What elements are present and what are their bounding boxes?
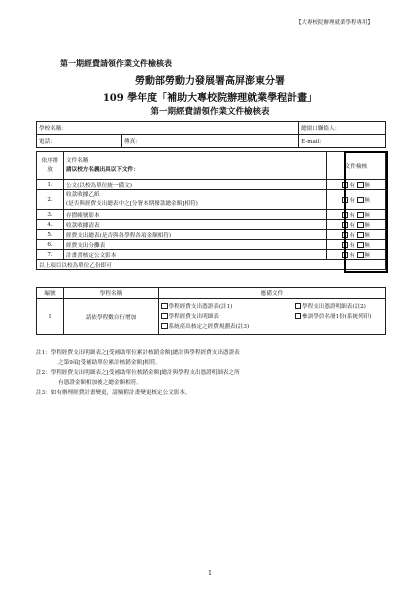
checklist-row: 4. 收款收據清表 有 無 xyxy=(37,220,386,230)
note-3: 註3：如有辦理經費計畫變更，請檢附計畫變更核定公文影本。 xyxy=(36,390,191,396)
checklist-row: 3. 存摺帳號影本 有 無 xyxy=(37,210,386,220)
program-row-no: 1 xyxy=(37,299,64,335)
doc-checkbox[interactable] xyxy=(161,303,168,310)
contact-label: 總窗口聯絡人： xyxy=(301,126,341,132)
checklist-row: 5. 經費支出總表(是否與各學程各項金額相符) 有 無 xyxy=(37,230,386,240)
page-number: 1 xyxy=(208,570,212,577)
note-2-cont: 有憑證金額相加後之總金額相符。 xyxy=(58,380,142,386)
school-info-table xyxy=(36,121,386,148)
checklist-row: 6. 經費支出分攤表 有 無 xyxy=(37,240,386,250)
title-program: 109 學年度「補助大專校院辦理就業學程計畫」 xyxy=(102,93,318,104)
title-form: 第一期經費請領作業文件檢核表 xyxy=(150,107,270,117)
col-doc-instruction: 請以校方名義出具以下文件： xyxy=(66,166,139,173)
note-2: 註2：學程經費支出明細表之[受補助單位核銷金額]總計與學程支出憑證明細表之所 xyxy=(36,370,240,376)
checklist-table xyxy=(36,151,386,270)
doc-checkbox[interactable] xyxy=(161,323,168,330)
email-label: E-mail： xyxy=(301,139,325,145)
program-table: 編號 學程名稱 應備文件 1 請依學程數自行增加 學程經費支出憑證表(註1) 學程支出憑證明細表(註2) 學程經費支出明細表 參訓學員名冊1份(系統列印) 系統產出核定之經費規劃表(註3) xyxy=(36,287,386,335)
fax-label: 傳真： xyxy=(124,139,141,145)
col-doc-header: 文件名稱 xyxy=(66,157,89,164)
checklist-row: 2. 收款收據乙紙 (是否與經費支出總表中之[分署本期撥款總金額]相符) 有 無 xyxy=(37,190,386,210)
note-1: 註1：學程經費支出明細表之[受補助單位累計核銷金額]總計與學程經費支出憑證表 xyxy=(36,350,240,356)
check-column-frame xyxy=(344,151,388,273)
col-check-header: 文件檢核 xyxy=(327,152,386,180)
doc-checkbox[interactable] xyxy=(295,313,302,320)
school-name-label: 學校名稱： xyxy=(39,126,67,132)
checklist-footer: 以上項目以校為單位乙份即可 xyxy=(37,260,386,270)
document-tag: 【大專校院辦理就業學程專用】 xyxy=(296,20,374,26)
program-row-name: 請依學程數自行增加 xyxy=(64,299,159,335)
phone-label: 電話： xyxy=(39,139,56,145)
title-agency: 勞動部勞動力發展署高屏澎東分署 xyxy=(135,76,285,87)
header-small: 第一期經費請領作業文件檢核表 xyxy=(60,58,172,68)
program-col-no: 編號 xyxy=(37,288,64,299)
doc-checkbox[interactable] xyxy=(161,313,168,320)
doc-checkbox[interactable] xyxy=(295,303,302,310)
checklist-row: 1. 公文(以校為單位統一備文) 有 無 xyxy=(37,180,386,190)
checklist-row: 7. 計畫書核定公文影本 有 無 xyxy=(37,250,386,260)
program-col-name: 學程名稱 xyxy=(64,288,159,299)
col-order-header: 依序排放 xyxy=(37,152,64,180)
note-1-cont: 之第9項[受補助單位累計核銷金額]相符。 xyxy=(58,360,162,366)
program-col-docs: 應備文件 xyxy=(159,288,386,299)
